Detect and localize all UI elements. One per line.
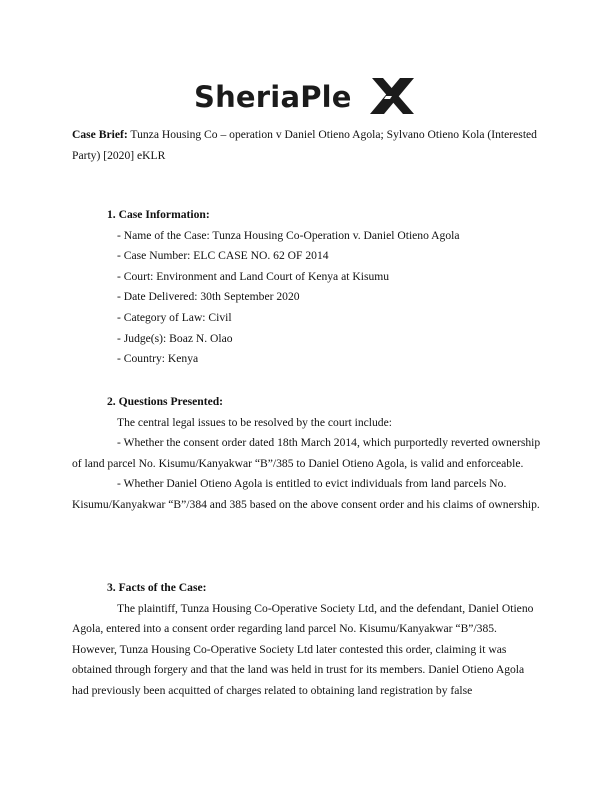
question-item <box>72 474 542 515</box>
case-brief <box>72 125 542 166</box>
facts-paragraph <box>72 599 542 702</box>
facts-heading: 3. Facts of the Case: <box>107 581 207 594</box>
case-information-section <box>72 205 542 370</box>
logo-x-icon <box>370 76 416 116</box>
questions-section <box>72 392 542 516</box>
case-brief-title: Tunza Housing Co – operation v Daniel Otieno Agola; Sylvano Otieno Kola (Interested Party) [2020] eKLR <box>72 128 537 162</box>
logo-wordmark: SheriaPle <box>194 80 352 114</box>
question-text: - Whether Daniel Otieno Agola is entitled to evict individuals from land parcels No. Kisumu/Kanyakwar “B”/384 and 385 based on the above consent order and his claims of ownership. <box>72 477 540 511</box>
case-info-item: - Judge(s): Boaz N. Olao <box>117 331 233 345</box>
case-info-item: - Court: Environment and Land Court of Kenya at Kisumu <box>117 269 390 283</box>
question-text: - Whether the consent order dated 18th March 2014, which purportedly reverted ownership of land parcel No. Kisumu/Kanyakwar “B”/385 to Daniel Otieno Agola, is valid and enforceable. <box>72 436 541 470</box>
questions-heading: 2. Questions Presented: <box>107 395 224 408</box>
questions-intro: The central legal issues to be resolved by the court include: <box>117 415 392 429</box>
case-info-item: - Name of the Case: Tunza Housing Co-Operation v. Daniel Otieno Agola <box>117 228 460 242</box>
case-brief-label: Case Brief: <box>72 128 128 141</box>
case-information-heading: 1. Case Information: <box>107 208 210 221</box>
case-info-item: - Date Delivered: 30th September 2020 <box>117 290 300 304</box>
case-info-item: - Category of Law: Civil <box>117 310 232 324</box>
facts-text: The plaintiff, Tunza Housing Co-Operative Society Ltd, and the defendant, Daniel Otieno Agola, entered into a consent order regarding land parcel No. Kisumu/Kanyakwar “B”/385. However, Tunza Housing Co-Operative Society Ltd later contested this order, claiming it was obtained through forgery and that the land was held in trust for its members. Daniel Otieno Agola had previously been acquitted of charges related to obtaining land registration by false <box>72 601 534 697</box>
sheriaplex-logo <box>194 72 424 122</box>
facts-section <box>72 578 542 702</box>
question-item <box>72 433 542 474</box>
case-info-item: - Case Number: ELC CASE NO. 62 OF 2014 <box>117 249 329 263</box>
case-info-item: - Country: Kenya <box>117 352 199 366</box>
